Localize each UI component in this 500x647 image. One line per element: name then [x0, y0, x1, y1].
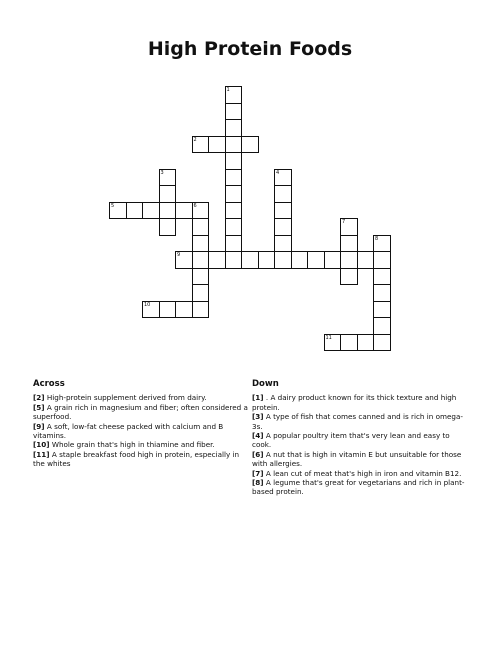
grid-cell[interactable]: [340, 268, 358, 286]
grid-cell[interactable]: [109, 202, 127, 220]
cell-number: 9: [177, 252, 181, 258]
grid-cell[interactable]: [192, 301, 210, 319]
clue-number: [5]: [33, 402, 45, 412]
grid-cell[interactable]: [373, 268, 391, 286]
grid-cell[interactable]: [225, 86, 243, 104]
grid-cell[interactable]: [274, 251, 292, 269]
across-clues: [33, 380, 248, 469]
grid-cell[interactable]: [192, 218, 210, 236]
cell-number: 2: [193, 136, 197, 143]
grid-cell[interactable]: [142, 301, 160, 319]
clue-number: [3]: [252, 412, 264, 422]
clue-across-10: [33, 440, 248, 449]
clue-number: [8]: [252, 478, 264, 488]
puzzle-title: High Protein Foods: [147, 38, 353, 60]
grid-cell[interactable]: [274, 169, 292, 187]
clue-text: A staple breakfast food high in protein, especially in the whites: [33, 449, 240, 469]
clue-down-4: [252, 431, 467, 450]
grid-cell[interactable]: [340, 251, 358, 269]
grid-cell[interactable]: [225, 235, 243, 253]
clue-text: A nut that is high in vitamin E but unsuitable for those with allergies.: [252, 449, 462, 469]
grid-cell[interactable]: [192, 136, 210, 154]
cell-number: 3: [160, 169, 164, 176]
clue-text: . A dairy product known for its thick texture and high protein.: [252, 393, 457, 412]
clue-text: A lean cut of meat that's high in iron and vitamin B12.: [265, 468, 462, 478]
cell-number: 7: [342, 219, 346, 225]
down-clues: [252, 380, 467, 497]
clue-number: [10]: [33, 440, 50, 450]
grid-cell[interactable]: [225, 152, 243, 170]
grid-cell[interactable]: [225, 202, 243, 220]
grid-cell[interactable]: [373, 317, 391, 335]
grid-cell[interactable]: [307, 251, 325, 269]
clue-text: A grain rich in magnesium and fiber; often considered a superfood.: [33, 402, 248, 422]
clue-text: A legume that's great for vegetarians and rich in plant-based protein.: [252, 478, 465, 497]
clue-text: A popular poultry item that's very lean and easy to cook.: [252, 431, 450, 450]
grid-cell[interactable]: [192, 251, 210, 269]
grid-cell[interactable]: [225, 119, 243, 137]
clue-number: [1]: [252, 393, 264, 403]
clue-down-8: [252, 478, 467, 497]
clue-text: High-protein supplement derived from dairy.: [46, 393, 207, 403]
grid-cell[interactable]: [175, 202, 193, 220]
grid-cell[interactable]: [159, 202, 177, 220]
grid-cell[interactable]: [192, 235, 210, 253]
clue-number: [4]: [252, 431, 264, 441]
clue-number: [7]: [252, 468, 264, 478]
clue-number: [11]: [33, 449, 50, 459]
grid-cell[interactable]: [192, 284, 210, 302]
grid-cell[interactable]: [175, 251, 193, 269]
grid-cell[interactable]: [225, 169, 243, 187]
grid-cell[interactable]: [324, 334, 342, 352]
grid-cell[interactable]: [373, 334, 391, 352]
grid-cell[interactable]: [373, 235, 391, 253]
grid-cell[interactable]: [159, 169, 177, 187]
cell-number: 6: [193, 202, 197, 209]
clue-down-6: [252, 450, 467, 469]
across-heading: Across: [33, 379, 65, 389]
grid-cell[interactable]: [274, 235, 292, 253]
cell-number: 1: [226, 87, 230, 93]
clue-number: [2]: [33, 393, 45, 403]
clue-down-7: [252, 469, 467, 478]
grid-cell[interactable]: [225, 103, 243, 121]
clue-across-2: [33, 393, 248, 402]
grid-cell[interactable]: [258, 251, 276, 269]
grid-cell[interactable]: [192, 268, 210, 286]
cell-number: 11: [325, 334, 332, 341]
grid-cell[interactable]: [225, 185, 243, 203]
grid-cell[interactable]: [373, 301, 391, 319]
grid-cell[interactable]: [159, 185, 177, 203]
grid-cell[interactable]: [225, 136, 243, 154]
clue-text: A soft, low-fat cheese packed with calcium and B vitamins.: [33, 421, 224, 441]
clue-down-1: [252, 393, 467, 412]
clue-number: [6]: [252, 449, 264, 459]
down-heading: Down: [252, 379, 279, 389]
clue-number: [9]: [33, 421, 45, 431]
grid-cell[interactable]: [241, 136, 259, 154]
cell-number: 4: [276, 169, 280, 176]
grid-cell[interactable]: [340, 334, 358, 352]
grid-cell[interactable]: [357, 334, 375, 352]
clue-down-3: [252, 412, 467, 431]
grid-cell[interactable]: [142, 202, 160, 220]
grid-cell[interactable]: [373, 284, 391, 302]
grid-cell[interactable]: [340, 218, 358, 236]
cell-number: 5: [111, 202, 115, 209]
grid-cell[interactable]: [225, 218, 243, 236]
clue-across-11: [33, 450, 248, 469]
grid-cell[interactable]: [357, 251, 375, 269]
grid-cell[interactable]: [274, 185, 292, 203]
grid-cell[interactable]: [274, 218, 292, 236]
grid-cell[interactable]: [340, 235, 358, 253]
grid-cell[interactable]: [225, 251, 243, 269]
grid-cell[interactable]: [274, 202, 292, 220]
grid-cell[interactable]: [159, 218, 177, 236]
grid-cell[interactable]: [175, 301, 193, 319]
grid-cell[interactable]: [373, 251, 391, 269]
clue-text: A type of fish that comes canned and is rich in omega-3s.: [252, 412, 463, 431]
cell-number: 10: [144, 301, 151, 308]
grid-cell[interactable]: [192, 202, 210, 220]
clue-across-9: [33, 422, 248, 441]
grid-cell[interactable]: [241, 251, 259, 269]
grid-cell[interactable]: [291, 251, 309, 269]
clue-text: Whole grain that's high in thiamine and fiber.: [51, 440, 215, 450]
clue-across-5: [33, 403, 248, 422]
grid-cell[interactable]: [126, 202, 144, 220]
grid-cell[interactable]: [324, 251, 342, 269]
grid-cell[interactable]: [208, 251, 226, 269]
grid-cell[interactable]: [159, 301, 177, 319]
cell-number: 8: [375, 235, 379, 242]
grid-cell[interactable]: [208, 136, 226, 154]
